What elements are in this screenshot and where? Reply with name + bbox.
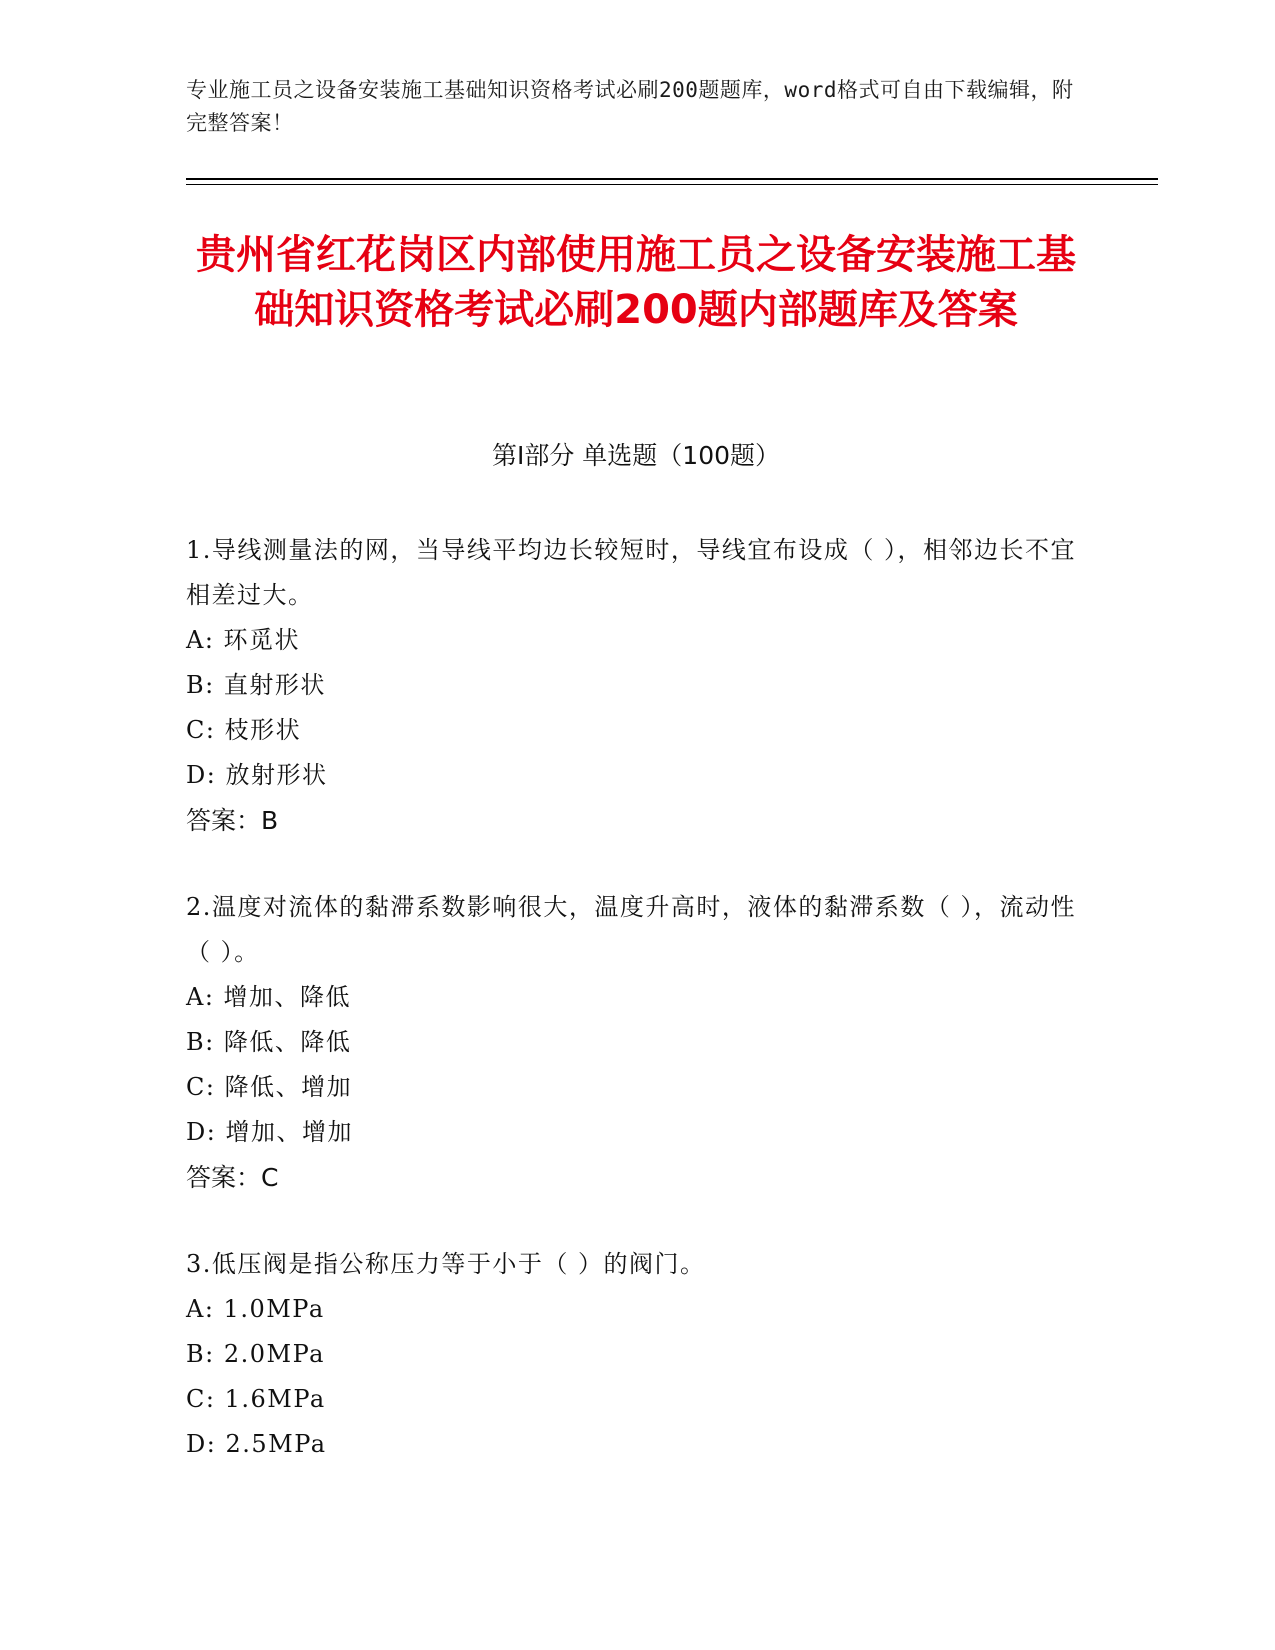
question-stem: 2.温度对流体的黏滞系数影响很大，温度升高时，液体的黏滞系数（ ），流动性（ ）。 bbox=[186, 893, 1077, 966]
question-stem: 1.导线测量法的网，当导线平均边长较短时，导线宜布设成（ ），相邻边长不宜相差过大。 bbox=[186, 536, 1077, 609]
option-c: C: 枝形状 bbox=[186, 716, 302, 744]
option-a: A: 增加、降低 bbox=[186, 983, 352, 1011]
option-b: B: 降低、降低 bbox=[186, 1028, 352, 1056]
option-c: C: 1.6MPa bbox=[186, 1385, 326, 1413]
option-d: D: 增加、增加 bbox=[186, 1118, 353, 1146]
option-d: D: 2.5MPa bbox=[186, 1430, 327, 1458]
document-title: 贵州省红花岗区内部使用施工员之设备安装施工基础知识资格考试必刷200题内部题库及答案 bbox=[196, 232, 1076, 333]
option-a: A: 1.0MPa bbox=[186, 1295, 325, 1323]
option-b: B: 直射形状 bbox=[186, 671, 326, 699]
section-heading: 第Ⅰ部分 单选题（100题） bbox=[491, 441, 781, 470]
question-list bbox=[186, 528, 1086, 1509]
header-rule-thin bbox=[186, 184, 1158, 185]
header-rule-thick bbox=[186, 178, 1158, 180]
option-d: D: 放射形状 bbox=[186, 761, 328, 789]
question-1 bbox=[186, 528, 1086, 843]
answer-line: 答案：C bbox=[186, 1163, 279, 1192]
answer-line: 答案：B bbox=[186, 806, 279, 835]
option-a: A: 环觅状 bbox=[186, 626, 301, 654]
question-2 bbox=[186, 885, 1086, 1200]
header-note: 专业施工员之设备安装施工基础知识资格考试必刷200题题库，word格式可自由下载编辑，附完整答案！ bbox=[186, 78, 1074, 135]
option-b: B: 2.0MPa bbox=[186, 1340, 325, 1368]
question-stem: 3.低压阀是指公称压力等于小于（ ）的阀门。 bbox=[186, 1250, 706, 1278]
question-3 bbox=[186, 1242, 1086, 1467]
option-c: C: 降低、增加 bbox=[186, 1073, 353, 1101]
